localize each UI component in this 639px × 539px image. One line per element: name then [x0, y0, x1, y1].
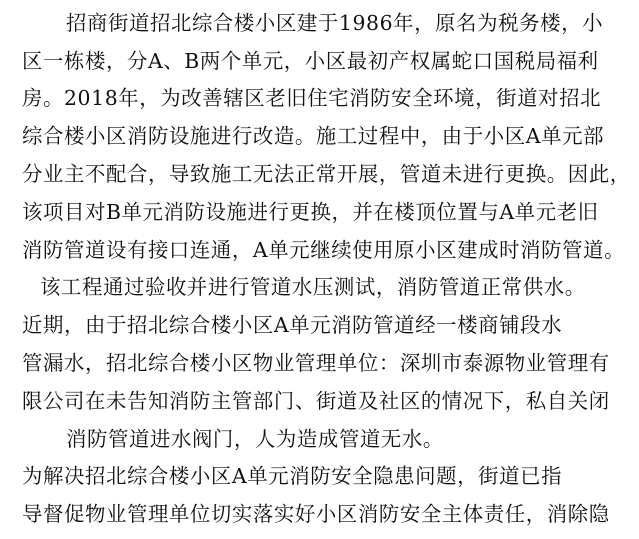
paragraph-2-line-1: 近期，由于招北综合楼小区A单元消防管道经一楼商铺段水	[22, 313, 563, 337]
paragraph-2-line-2: 管漏水，招北综合楼小区物业管理单位：深圳市泰源物业管理有	[22, 351, 610, 375]
paragraph-3-line-2: 导督促物业管理单位切实落实好小区消防安全主体责任，消除隐	[22, 502, 610, 526]
paragraph-2-line-3: 限公司在未告知消防主管部门、街道及社区的情况下，私自关闭	[22, 389, 610, 413]
paragraph-1-line-1: 招商街道招北综合楼小区建于1986年，原名为税务楼，小	[66, 11, 604, 35]
paragraph-1-line-5: 分业主不配合，导致施工无法正常开展，管道未进行更换。因此，	[22, 162, 631, 186]
paragraph-1-line-6: 该项目对B单元消防设施进行更换，并在楼顶位置与A单元老旧	[22, 200, 599, 224]
paragraph-1-line-3: 房。2018年，为改善辖区老旧住宅消防安全环境，街道对招北	[22, 86, 602, 110]
paragraph-1-line-2: 区一栋楼，分A、B两个单元，小区最初产权属蛇口国税局福利	[22, 49, 599, 73]
paragraph-1-line-8: 该工程通过验收并进行管道水压测试，消防管道正常供水。	[40, 275, 586, 299]
paragraph-3-line-1: 为解决招北综合楼小区A单元消防安全隐患问题，街道已指	[22, 464, 563, 488]
paragraph-1-line-4: 综合楼小区消防设施进行改造。施工过程中，由于小区A单元部	[22, 124, 605, 148]
paragraph-1-line-7: 消防管道设有接口连通，A单元继续使用原小区建成时消防管道。	[22, 238, 626, 262]
paragraph-2-line-4: 消防管道进水阀门，人为造成管道无水。	[66, 427, 444, 451]
